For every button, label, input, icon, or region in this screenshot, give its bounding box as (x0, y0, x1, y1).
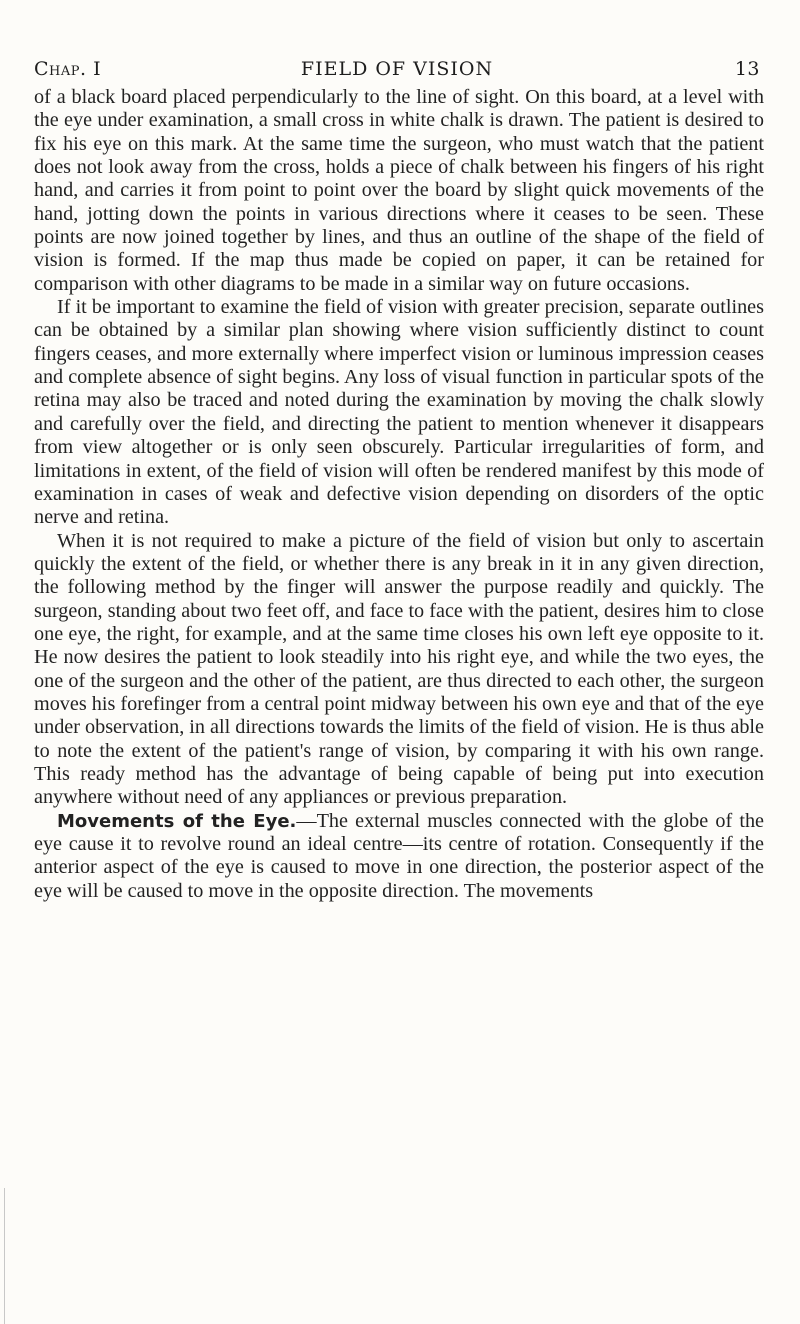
running-title: FIELD OF VISION (300, 58, 494, 80)
page-edge-line (4, 1188, 5, 1324)
paragraph-finger-method: When it is not required to make a picture of the field of vision but only to ascertain quickly the extent of the field, or whether there is any break in it in any given direction, the following method by the finger will answer the purpose readily and quickly. The surgeon, standing about two feet off, and face to face with the patient, desires him to close one eye, the right, for example, and at the same time closes his own left eye opposite to it. He now desires the patient to look steadily into his right eye, and while the two eyes, the one of the surgeon and the other of the patient, are thus directed to each other, the surgeon moves his forefinger from a central point midway between his own eye and that of the eye under observation, in all directions towards the limits of the field of vision. He is thus able to note the extent of the patient's range of vision, by comparing it with his own range. This ready method has the advantage of being capable of being put into execution anywhere without need of any appliances or previous preparation. (34, 529, 764, 809)
section-heading: Movements of the Eye. (57, 810, 297, 832)
paragraph-precision: If it be important to examine the field of vision with greater precision, separate outlines can be obtained by a similar plan showing where vision sufficiently distinct to count fingers ceases, and more externally where imperfect vision or luminous impression ceases and complete absence of sight begins. Any loss of visual function in particular spots of the retina may also be traced and noted during the examination by moving the chalk slowly and carefully over the field, and directing the patient to mention whenever it disappears from view altogether or is only seen obscurely. Particular irregularities of form, and limitations in extent, of the field of vision will often be rendered manifest by this mode of examination in cases of weak and defective vision depending on disorders of the optic nerve and retina. (34, 296, 764, 529)
chapter-label: Chap. I (34, 58, 102, 80)
paragraph-continuation: of a black board placed perpendicularly to the line of sight. On this board, at a level with the eye under examination, a small cross in white chalk is drawn. The patient is desired to fix his eye on this mark. At the same time the surgeon, who must watch that the patient does not look away from the cross, holds a piece of chalk between his fingers of his right hand, and carries it from point to point over the board by slight quick movements of the hand, jotting down the points in various directions where it ceases to be seen. These points are now joined together by lines, and thus an outline of the shape of the field of vision is formed. If the map thus made be copied on paper, it can be retained for comparison with other diagrams to be made in a similar way on future occasions. (34, 86, 764, 295)
paragraph-movements-text: —The external muscles connected with the globe of the eye cause it to revolve round an ideal centre—its centre of rotation. Consequently if the anterior aspect of the eye is caused to move in one direction, the posterior aspect of the eye will be caused to move in the opposite direction. The movements (34, 809, 765, 902)
body-text (34, 86, 764, 903)
page-number: 13 (734, 58, 760, 80)
paragraph-movements (34, 810, 764, 903)
